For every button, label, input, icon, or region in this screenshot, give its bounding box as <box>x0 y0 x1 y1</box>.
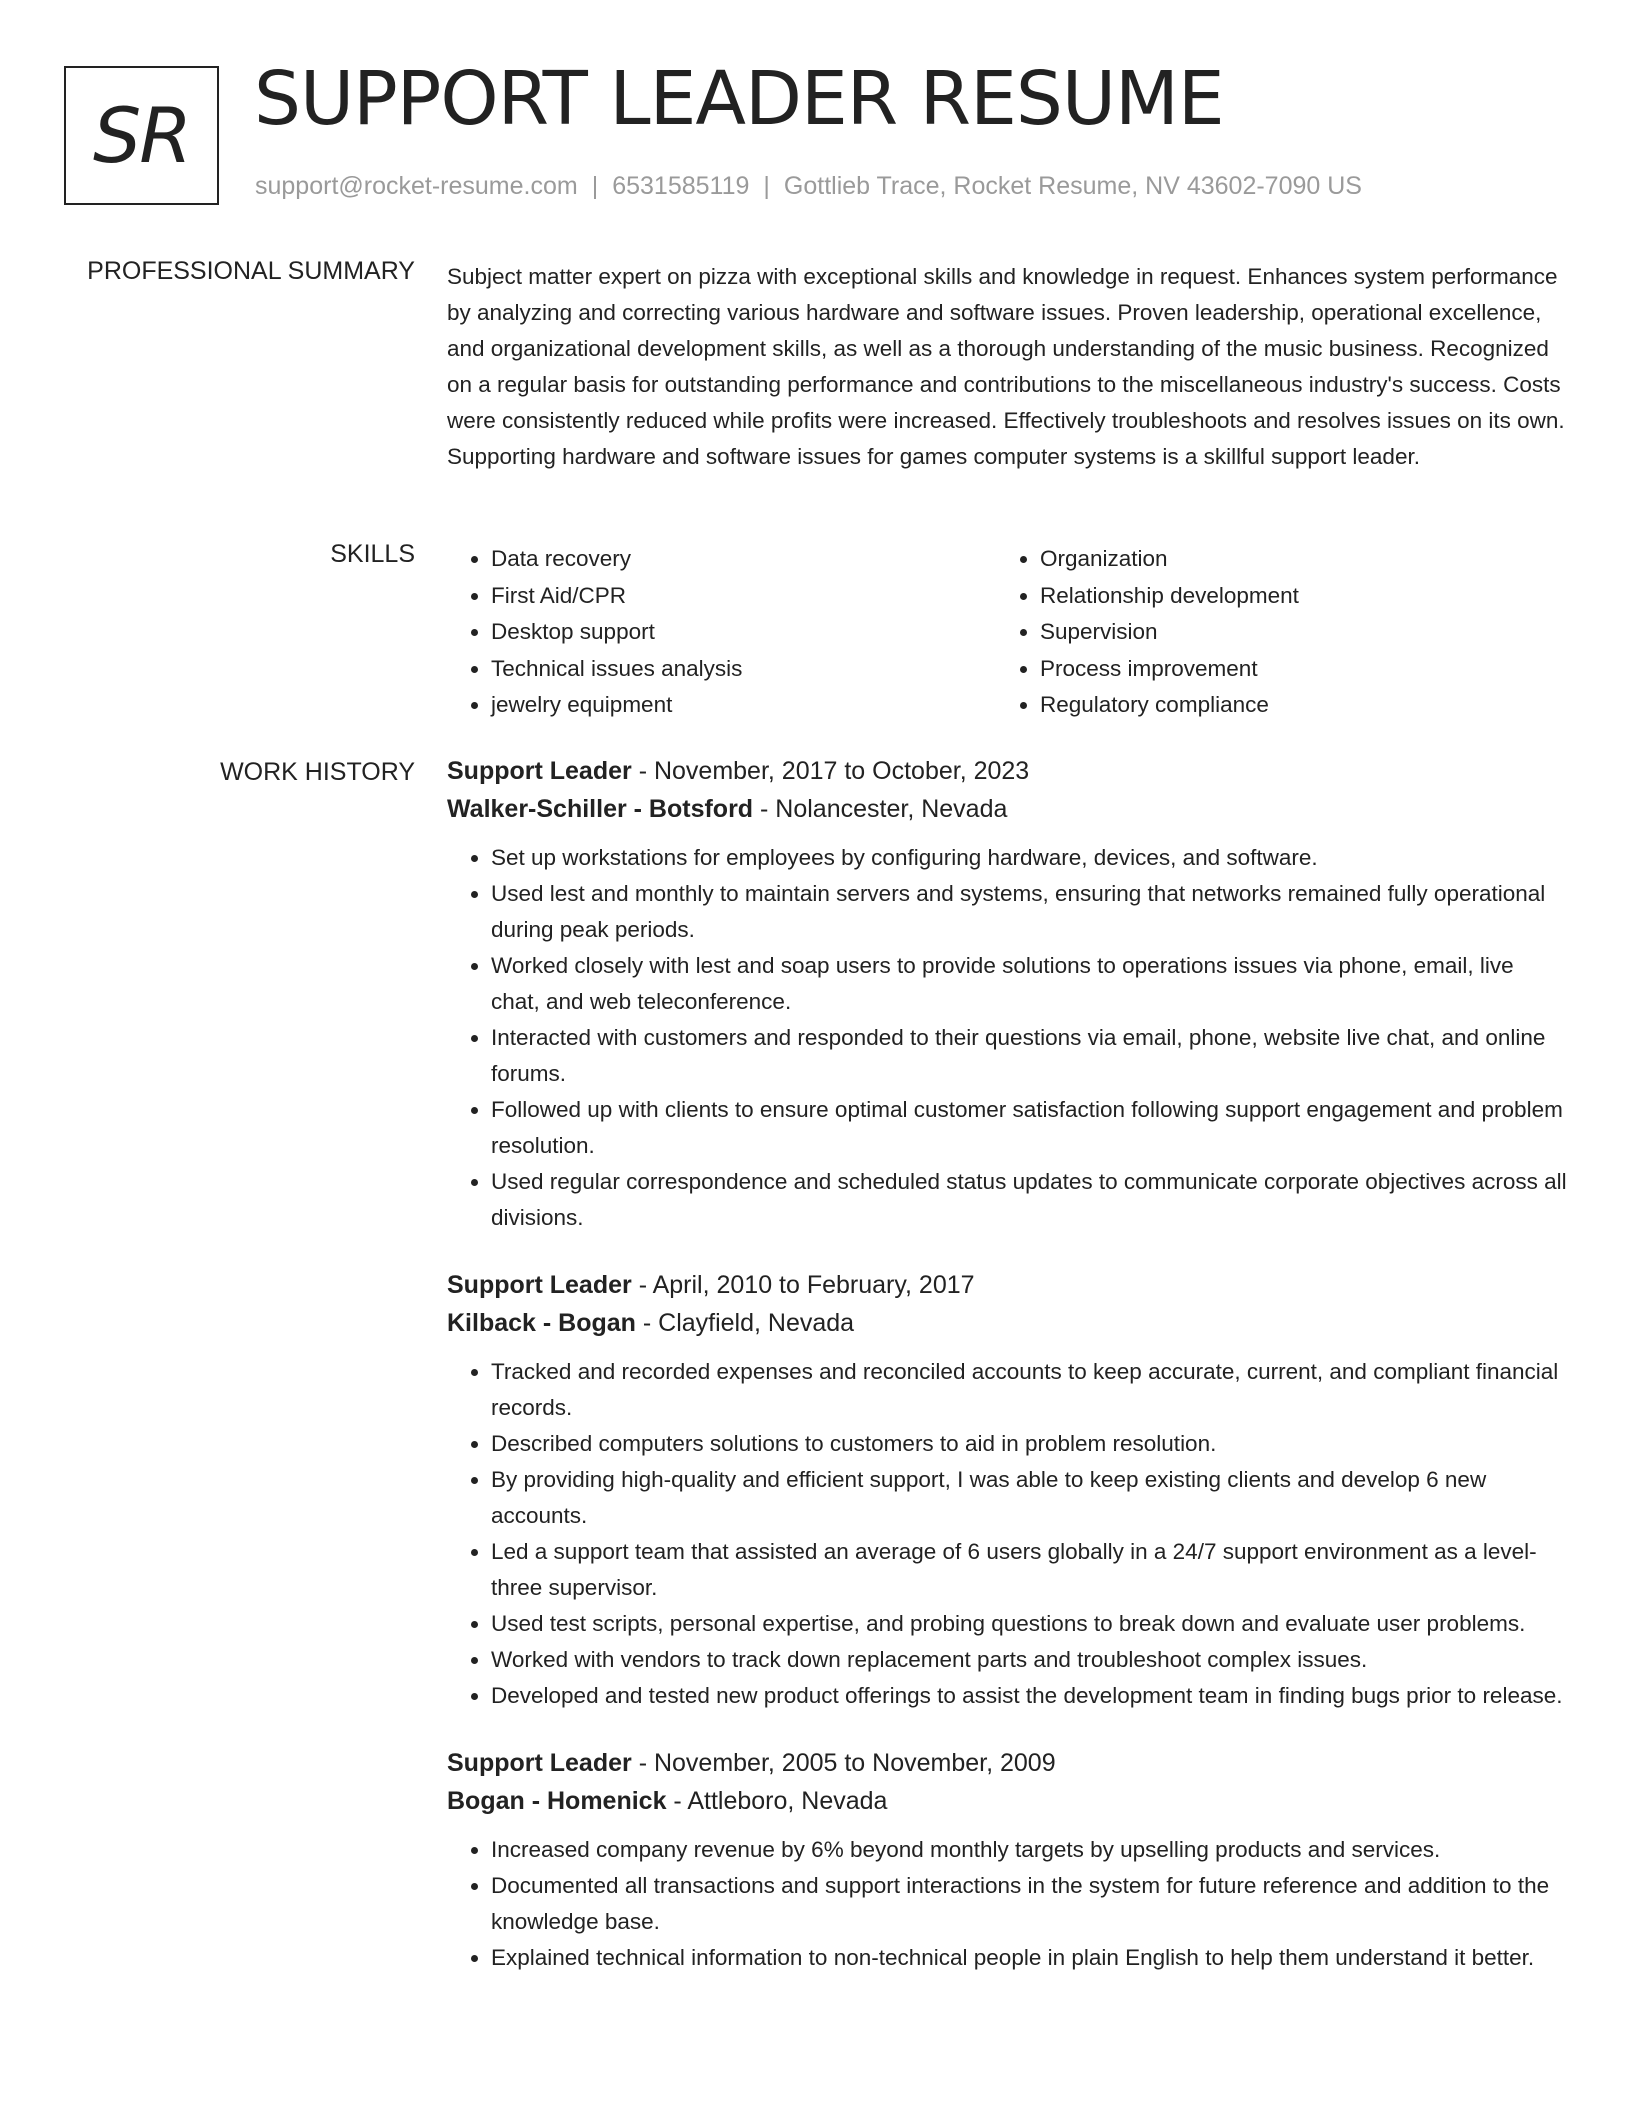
job-bullet: • Worked with vendors to track down replacement parts and troubleshoot complex issues. <box>491 1642 1567 1678</box>
contact-separator: | <box>591 172 599 200</box>
summary-heading: PROFESSIONAL SUMMARY <box>87 257 415 285</box>
job-title-line <box>447 752 1567 790</box>
contact-line <box>255 172 1362 201</box>
job-location: - Clayfield, Nevada <box>635 1309 855 1337</box>
job-dates: - April, 2010 to February, 2017 <box>631 1271 975 1299</box>
monogram-text: SR <box>92 91 191 180</box>
job-title-line <box>447 1744 1567 1782</box>
job-bullet: • Interacted with customers and responded to their questions via email, phone, website live chat, and online forums. <box>491 1020 1567 1092</box>
job-bullet: • Developed and tested new product offerings to assist the development team in finding bugs prior to release. <box>491 1678 1567 1714</box>
job-bullets <box>447 1832 1567 1976</box>
skills-list-right <box>996 541 1545 724</box>
job-company-line <box>447 1304 1567 1342</box>
skill-item: • Process improvement <box>1040 651 1545 688</box>
job-title: Support Leader <box>447 1749 632 1777</box>
job-entry <box>447 1266 1567 1714</box>
job-bullet: • Worked closely with lest and soap users to provide solutions to operations issues via phone, email, live chat, and web teleconference. <box>491 948 1567 1020</box>
job-location: - Nolancester, Nevada <box>753 795 1008 823</box>
summary-text: Subject matter expert on pizza with exceptional skills and knowledge in request. Enhances system performance by analyzing and correcting various hardware and software issues. Proven leadership, operational excellence, and organizational development skills, as well as a thorough understanding of the music business. Recognized on a regular basis for outstanding performance and contributions to the miscellaneous industry's success. Costs were consistently reduced while profits were increased. Effectively troubleshoots and resolves issues on its own. Supporting hardware and software issues for games computer systems is a skillful support leader. <box>447 264 1565 469</box>
skill-item: • Regulatory compliance <box>1040 687 1545 724</box>
contact-email: support@rocket-resume.com <box>255 172 578 200</box>
job-bullet: • Tracked and recorded expenses and reconciled accounts to keep accurate, current, and compliant financial records. <box>491 1354 1567 1426</box>
job-entry <box>447 752 1567 1236</box>
skills-list-left <box>447 541 996 724</box>
contact-address: Gottlieb Trace, Rocket Resume, NV 43602-7090 US <box>783 172 1362 200</box>
job-bullet: • Used test scripts, personal expertise, and probing questions to break down and evaluate user problems. <box>491 1606 1567 1642</box>
job-bullet: • Set up workstations for employees by configuring hardware, devices, and software. <box>491 840 1567 876</box>
skill-item: • Organization <box>1040 541 1545 578</box>
job-company: Bogan - Homenick <box>447 1787 667 1815</box>
job-company: Walker-Schiller - Botsford <box>447 795 754 823</box>
job-company-line <box>447 790 1567 828</box>
skills-columns <box>447 541 1567 724</box>
monogram-badge <box>64 66 219 205</box>
skills-heading: SKILLS <box>330 540 415 568</box>
contact-separator: | <box>763 172 770 200</box>
job-location: - Attleboro, Nevada <box>666 1787 888 1815</box>
job-dates: - November, 2005 to November, 2009 <box>631 1749 1056 1777</box>
skill-item: • Supervision <box>1040 614 1545 651</box>
skill-item: • Technical issues analysis <box>491 651 996 688</box>
resume-title: SUPPORT LEADER RESUME <box>254 56 1224 142</box>
job-company-line <box>447 1782 1567 1820</box>
job-bullet: • Used regular correspondence and scheduled status updates to communicate corporate objectives across all divisions. <box>491 1164 1567 1236</box>
job-bullet: • Followed up with clients to ensure optimal customer satisfaction following support engagement and problem resolution. <box>491 1092 1567 1164</box>
job-entry <box>447 1744 1567 1976</box>
job-bullet: • Described computers solutions to customers to aid in problem resolution. <box>491 1426 1567 1462</box>
job-bullet: • Led a support team that assisted an average of 6 users globally in a 24/7 support environment as a level-three supervisor. <box>491 1534 1567 1606</box>
skill-item: • Relationship development <box>1040 578 1545 615</box>
job-bullet: • Increased company revenue by 6% beyond monthly targets by upselling products and services. <box>491 1832 1567 1868</box>
job-dates: - November, 2017 to October, 2023 <box>631 757 1030 785</box>
job-company: Kilback - Bogan <box>447 1309 636 1337</box>
skill-item: • First Aid/CPR <box>491 578 996 615</box>
work-history-heading: WORK HISTORY <box>220 758 415 786</box>
skill-item: • Desktop support <box>491 614 996 651</box>
job-title: Support Leader <box>447 757 632 785</box>
job-bullet: • Documented all transactions and support interactions in the system for future reference and addition to the knowledge base. <box>491 1868 1567 1940</box>
skill-item: • Data recovery <box>491 541 996 578</box>
skill-item: • jewelry equipment <box>491 687 996 724</box>
contact-phone: 6531585119 <box>612 172 750 200</box>
job-title: Support Leader <box>447 1271 632 1299</box>
job-bullets <box>447 1354 1567 1714</box>
job-bullets <box>447 840 1567 1236</box>
job-bullet: • By providing high-quality and efficient support, I was able to keep existing clients and develop 6 new accounts. <box>491 1462 1567 1534</box>
job-title-line <box>447 1266 1567 1304</box>
job-bullet: • Used lest and monthly to maintain servers and systems, ensuring that networks remained fully operational during peak periods. <box>491 876 1567 948</box>
job-bullet: • Explained technical information to non-technical people in plain English to help them understand it better. <box>491 1940 1567 1976</box>
